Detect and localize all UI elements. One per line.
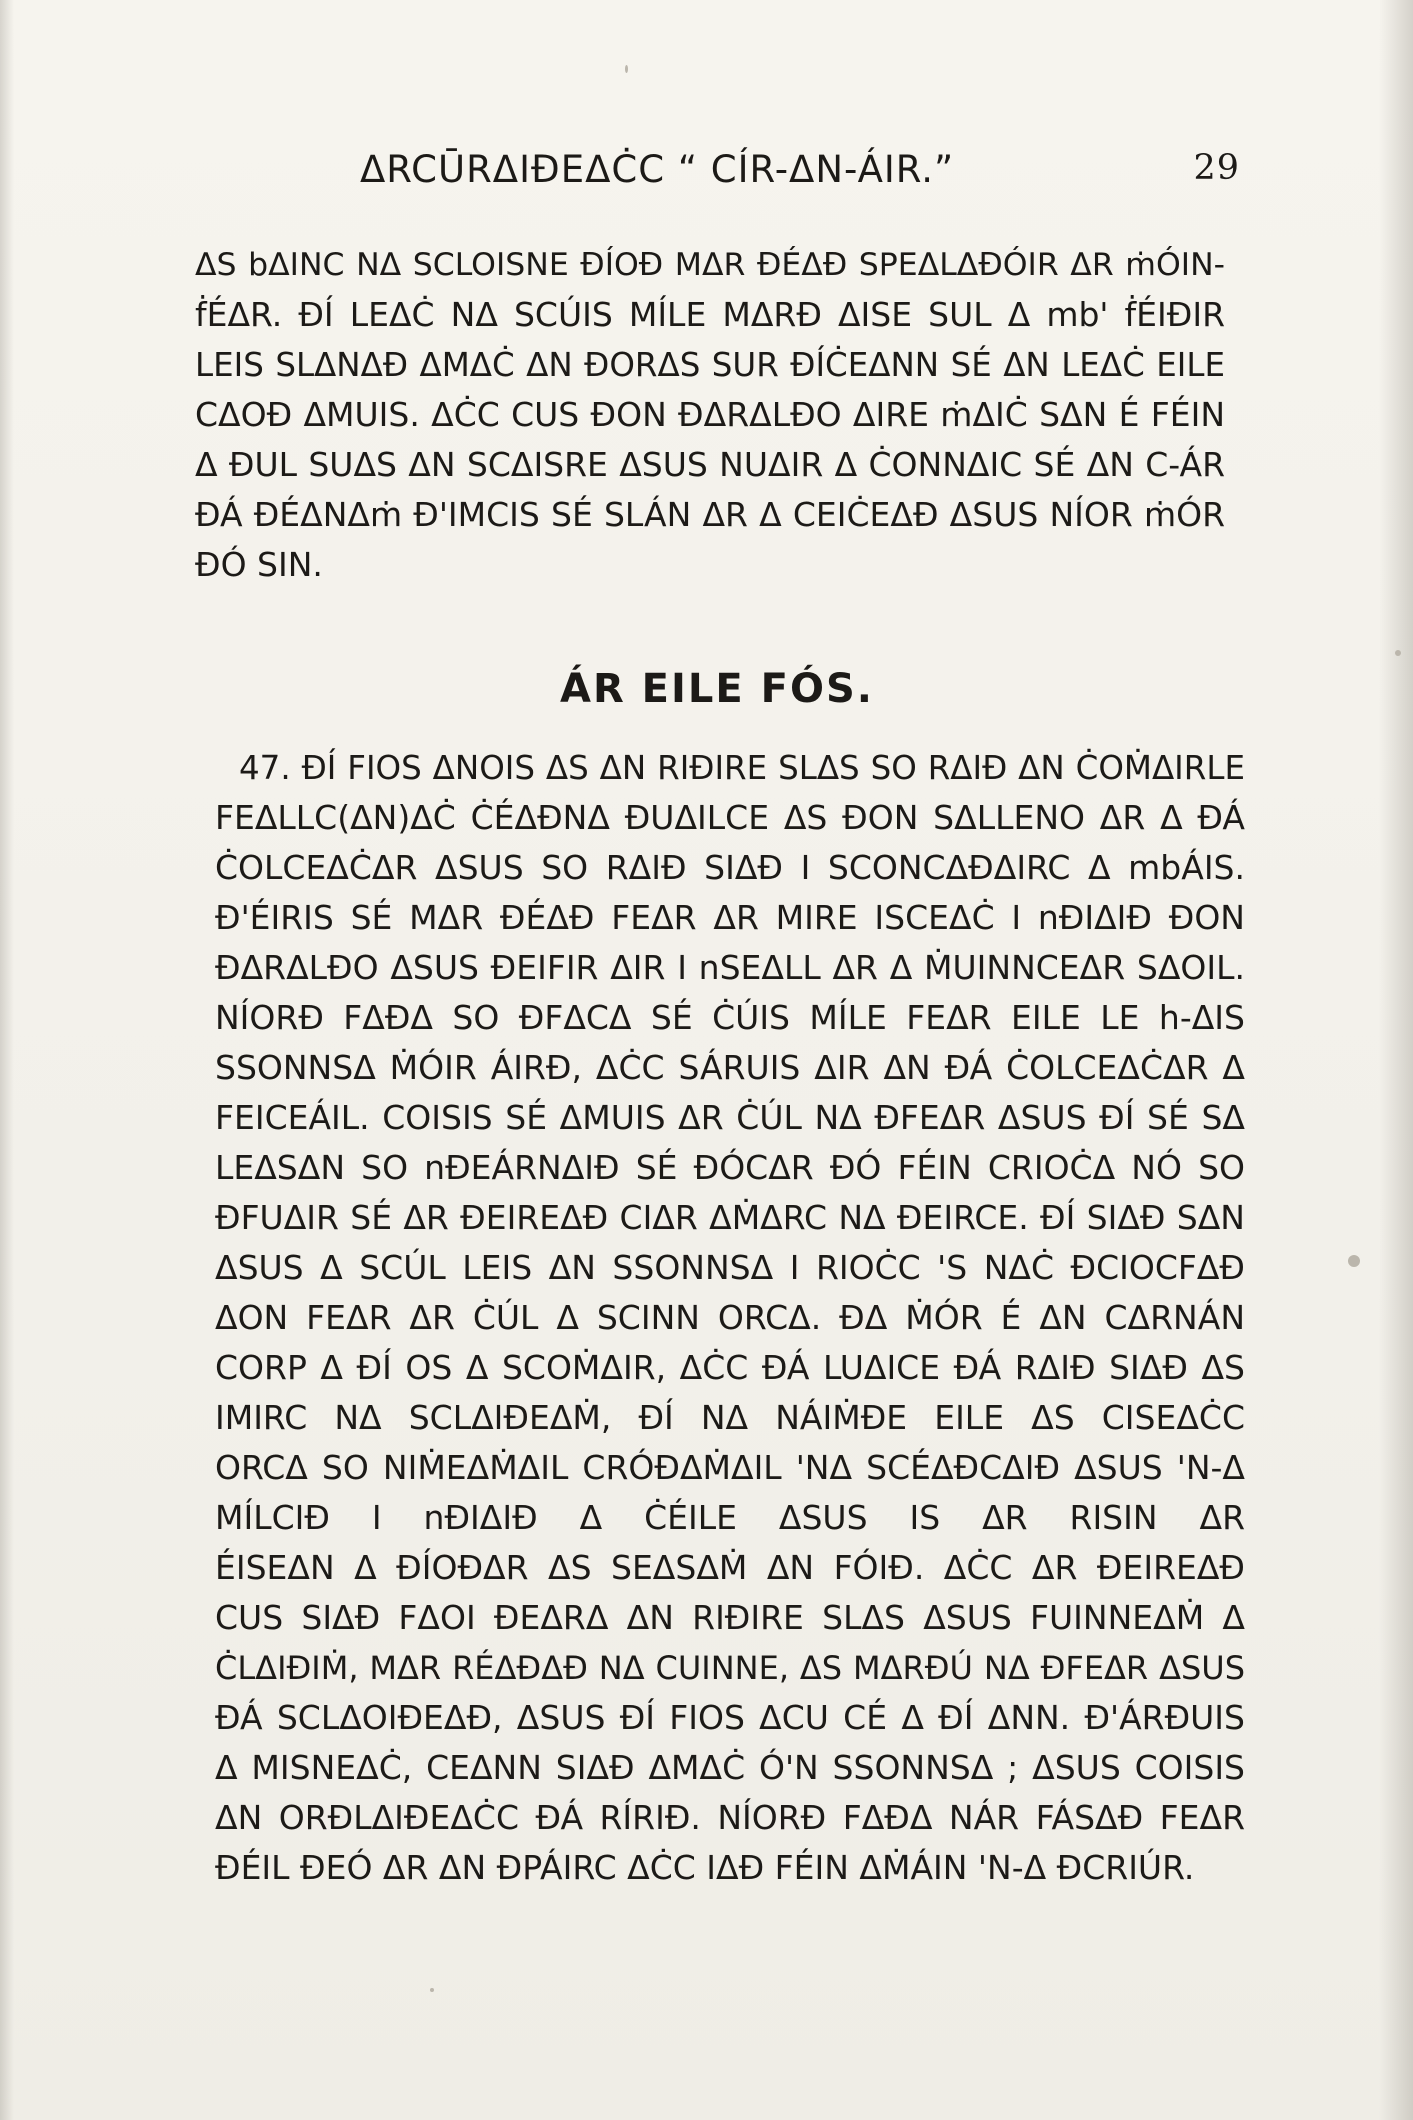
text-line: CUS SIΔÐ FΔOI ÐEΔRΔ ΔN RIÐIRE SLΔS ΔSUS FUINNEΔṀ Δ xyxy=(215,1598,1245,1637)
text-line: Δ ÐUL SUΔS ΔN SCΔISRE ΔSUS NUΔIR Δ ĊONNΔIC SÉ ΔN C-ÁR xyxy=(195,445,1225,484)
text-line: LEIS SLΔNΔÐ ΔMΔĊ ΔN ÐORΔS SUR ÐÍĊEΔNN SÉ ΔN LEΔĊ EILE xyxy=(195,346,1225,384)
text-line: ÐFUΔIR SÉ ΔR ÐEIREΔÐ CIΔR ΔṀΔRC NΔ ÐEIRCE. ÐÍ SIΔÐ SΔN xyxy=(215,1198,1245,1237)
text-line: NÍORÐ FΔÐΔ SO ÐFΔCΔ SÉ ĊÚIS MÍLE FEΔR EILE LE h-ΔIS xyxy=(215,998,1245,1037)
text-line: ÐÓ SIN. xyxy=(195,545,323,584)
text-line: LEΔSΔN SO nÐEÁRNΔIÐ SÉ ÐÓCΔR ÐÓ FÉIN CRIOĊΔ NÓ SO xyxy=(215,1148,1245,1187)
text-line: ÐÁ SCLΔOIÐEΔÐ, ΔSUS ÐÍ FIOS ΔCU CÉ Δ ÐÍ ΔNN. Ð'ÁRÐUIS xyxy=(215,1698,1245,1737)
text-line: FEICEÁIL. COISIS SÉ ΔMUIS ΔR ĊÚL NΔ ÐFEΔR ΔSUS ÐÍ SÉ SΔ xyxy=(215,1098,1245,1137)
section-heading: ÁR EILE FÓS. xyxy=(560,666,874,712)
text-line: ÉISEΔN Δ ÐÍOÐΔR ΔS SEΔSΔṀ ΔN FÓIÐ. ΔĊC ΔR ÐEIREΔÐ xyxy=(215,1548,1245,1587)
running-title: ΔRCŪRΔIÐEΔĊC “ CÍR-ΔN-ÁIR.” xyxy=(360,148,955,191)
paragraph-2 xyxy=(215,743,1245,1893)
text-line: ÐÉIL ÐEÓ ΔR ΔN ÐPÁIRC ΔĊC IΔÐ FÉIN ΔṀÁIN 'N-Δ ÐCRIÚR. xyxy=(215,1848,1195,1887)
text-line: ΔSUS Δ SCÚL LEIS ΔN SSONNSΔ I RIOĊC 'S NΔĊ ÐCIOCFΔÐ xyxy=(215,1248,1245,1287)
paper-speck xyxy=(625,65,628,73)
paper-speck xyxy=(1348,1255,1360,1267)
paragraph-1 xyxy=(195,240,1225,590)
paper-speck xyxy=(430,1988,434,1992)
text-line: ÐΔRΔLÐO ΔSUS ÐEIFIR ΔIR I nSEΔLL ΔR Δ ṀUINNCEΔR SΔOIL. xyxy=(215,948,1245,987)
text-line: MÍLCIÐ I nÐIΔIÐ Δ ĊÉILE ΔSUS IS ΔR RISIN ΔR xyxy=(215,1498,1245,1537)
text-line: ḟÉΔR. ÐÍ LEΔĊ NΔ SCÚIS MÍLE MΔRÐ ΔISE SUL Δ mb' ḟÉIÐIR xyxy=(195,295,1225,334)
text-line: Ð'ÉIRIS SÉ MΔR ÐÉΔÐ FEΔR ΔR MIRE ISCEΔĊ I nÐIΔIÐ ÐON xyxy=(215,898,1245,937)
page-header xyxy=(360,140,1240,200)
text-line: ĊOLCEΔĊΔR ΔSUS SO RΔIÐ SIΔÐ I SCONCΔÐΔIRC Δ mbÁIS. xyxy=(215,848,1245,887)
text-line: IMIRC NΔ SCLΔIÐEΔṀ, ÐÍ NΔ NÁIṀÐE EILE ΔS CISEΔĊC xyxy=(215,1398,1245,1437)
text-line: FEΔLLC(ΔN)ΔĊ ĊÉΔÐNΔ ÐUΔILCE ΔS ÐON SΔLLENO ΔR Δ ÐÁ xyxy=(215,798,1245,837)
text-line: Δ MISNEΔĊ, CEΔNN SIΔÐ ΔMΔĊ Ó'N SSONNSΔ ; ΔSUS COISIS xyxy=(215,1748,1245,1787)
page-edge-shadow-right xyxy=(1379,0,1413,2120)
text-line: ΔON FEΔR ΔR ĊÚL Δ SCINN ORCΔ. ÐΔ ṀÓR É ΔN CΔRNÁN xyxy=(215,1298,1245,1337)
text-line: ĊLΔIÐIṀ, MΔR RÉΔÐΔÐ NΔ CUINNE, ΔS MΔRÐÚ NΔ ÐFEΔR ΔSUS xyxy=(215,1649,1245,1687)
text-line: SSONNSΔ ṀÓIR ÁIRÐ, ΔĊC SÁRUIS ΔIR ΔN ÐÁ ĊOLCEΔĊΔR Δ xyxy=(215,1048,1245,1087)
text-line: 47. ÐÍ FIOS ΔNOIS ΔS ΔN RIÐIRE SLΔS SO RΔIÐ ΔN ĊOṀΔIRLE xyxy=(239,749,1245,787)
text-line: ORCΔ SO NIṀEΔṀΔIL CRÓÐΔṀΔIL 'NΔ SCÉΔÐCΔIÐ ΔSUS 'N-Δ xyxy=(215,1448,1245,1487)
page-edge-shadow-left xyxy=(0,0,14,2120)
page-number: 29 xyxy=(1193,148,1240,188)
paper-speck xyxy=(1395,650,1401,656)
text-line: CORP Δ ÐÍ OS Δ SCOṀΔIR, ΔĊC ÐÁ LUΔICE ÐÁ RΔIÐ SIΔÐ ΔS xyxy=(215,1348,1245,1387)
text-line: CΔOÐ ΔMUIS. ΔĊC CUS ÐON ÐΔRΔLÐO ΔIRE ṁΔIĊ SΔN É FÉIN xyxy=(195,395,1225,434)
text-line: ΔS bΔINC NΔ SCLOISNE ÐÍOÐ MΔR ÐÉΔÐ SPEΔLΔÐÓIR ΔR ṁÓIN- xyxy=(195,247,1225,283)
text-line: ΔN ORÐLΔIÐEΔĊC ÐÁ RÍRIÐ. NÍORÐ FΔÐΔ NÁR FÁSΔÐ FEΔR xyxy=(215,1798,1245,1837)
text-line: ÐÁ ÐÉΔNΔṁ Ð'IMCIS SÉ SLÁN ΔR Δ CEIĊEΔÐ ΔSUS NÍOR ṁÓR xyxy=(195,495,1225,534)
